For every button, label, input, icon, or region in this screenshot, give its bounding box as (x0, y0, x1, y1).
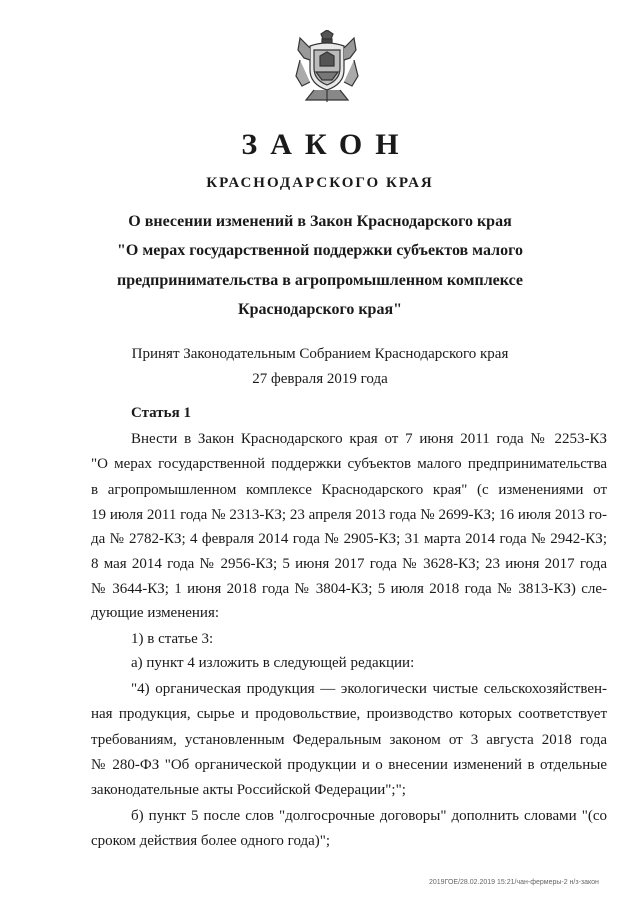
article-text-line: да № 2782-КЗ; 4 февраля 2014 года № 2905-КЗ; 31 марта 2014 года № 2942-КЗ; (91, 531, 607, 547)
article-text-line: дующие изменения: (91, 605, 220, 621)
article-text-line: требованиям, установленным Федеральным законом от 3 августа 2018 года (91, 732, 607, 748)
document-subtitle: КРАСНОДАРСКОГО КРАЯ (206, 175, 434, 191)
article-text-line: 8 мая 2014 года № 2956-КЗ; 5 июня 2017 года № 3628-КЗ; 23 июня 2017 года (91, 556, 607, 572)
heading-line: Краснодарского края" (238, 301, 402, 318)
heading-line: О внесении изменений в Закон Краснодарского края (128, 213, 512, 230)
article-text-line: б) пункт 5 после слов "долгосрочные договоры" дополнить словами "(со (131, 808, 607, 824)
adoption-line: Принят Законодательным Собранием Краснодарского края (131, 346, 509, 362)
krasnodar-coat-of-arms-emblem (292, 30, 362, 106)
adoption-date: 27 февраля 2019 года (252, 371, 388, 387)
article-text-line: ная продукция, сырье и продовольствие, производство которых соответствует (91, 706, 607, 722)
article-text-line: законодательные акты Российской Федерации";"; (91, 782, 406, 798)
article-label: Статья 1 (131, 405, 191, 421)
article-text-line: "4) органическая продукция — экологически чистые сельскохозяйствен- (131, 681, 607, 697)
article-text-line: № 3644-КЗ; 1 июня 2018 года № 3804-КЗ; 5 июля 2018 года № 3813-КЗ) сле- (91, 581, 607, 597)
article-text-line: 1) в статье 3: (131, 631, 214, 647)
article-text-line: Внести в Закон Краснодарского края от 7 июня 2011 года № 2253-КЗ (131, 431, 607, 447)
article-text-line: "О мерах государственной поддержки субъектов малого предпринимательства (91, 456, 607, 472)
document-title: ЗАКОН (241, 128, 412, 161)
article-text-line: 19 июля 2011 года № 2313-КЗ; 23 апреля 2013 года № 2699-КЗ; 16 июля 2013 го- (91, 507, 607, 523)
article-text-line: а) пункт 4 изложить в следующей редакции: (131, 655, 415, 671)
article-text-line: в агропромышленном комплексе Краснодарского края" (с изменениями от (91, 482, 607, 498)
document-footer-code: 2019ГОЕ/28.02.2019 15:21/чан-фермеры-2 н/з-закон (429, 879, 599, 886)
article-text-line: сроком действия более одного года)"; (91, 833, 331, 849)
article-text-line: № 280-ФЗ "Об органической продукции и о внесении изменений в отдельные (91, 757, 607, 773)
heading-line: "О мерах государственной поддержки субъектов малого (117, 242, 523, 259)
heading-line: предпринимательства в агропромышленном комплексе (117, 272, 523, 289)
